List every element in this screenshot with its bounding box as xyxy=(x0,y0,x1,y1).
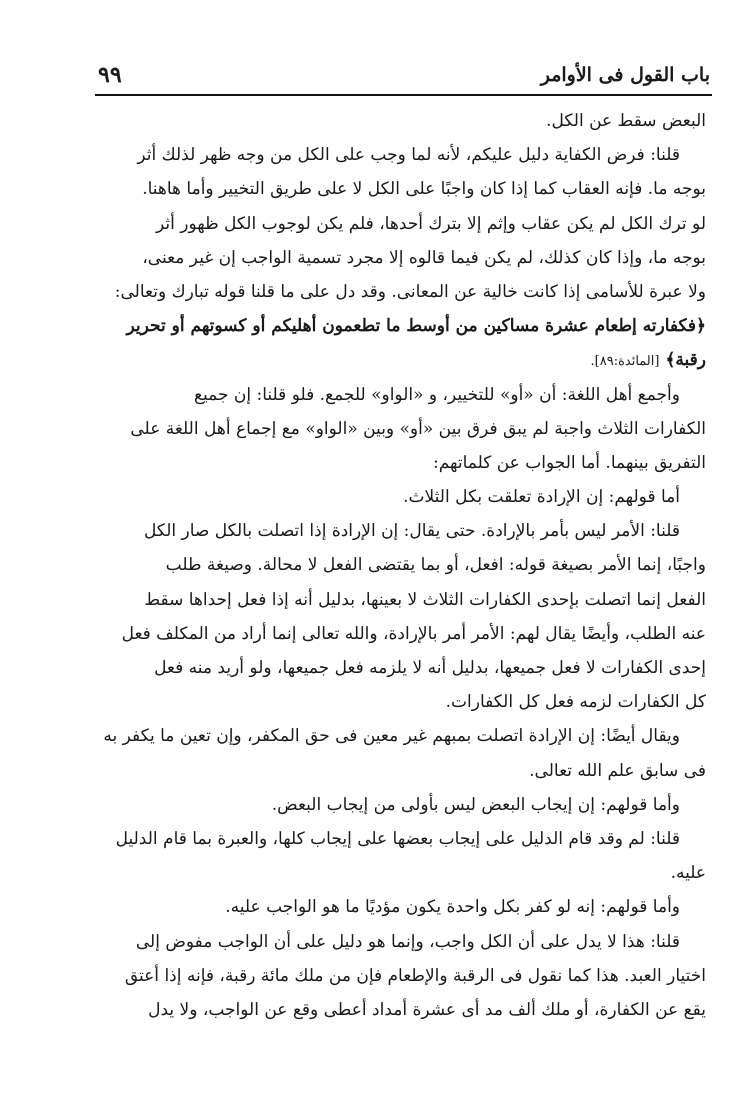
line-text: التفريق بينهما. أما الجواب عن كلماتهم: xyxy=(433,452,706,473)
line-text: ويقال أيضًا: إن الإرادة اتصلت بمبهم غير معين فى حق المكفر، وإن تعين ما يكفر به xyxy=(103,726,680,747)
line-text: وأما قولهم: إن إيجاب البعض ليس بأولى من إيجاب البعض. xyxy=(271,794,680,815)
line-text: قلنا: لم وقد قام الدليل على إيجاب بعضها على إيجاب كلها، والعبرة بما قام الدليل xyxy=(115,828,680,849)
running-header xyxy=(98,62,710,92)
text-line xyxy=(96,480,706,514)
line-text: إحدى الكفارات لا فعل جميعها، بدليل أنه لا يلزمه فعل جميعها، ولو أريد منه فعل xyxy=(154,658,706,678)
text-line xyxy=(96,856,706,890)
text-line xyxy=(96,514,706,548)
text-line xyxy=(96,719,706,753)
body-text xyxy=(96,104,706,1027)
line-text: الكفارات الثلاث واجبة لم يبق فرق بين «أو» وبين «الواو» مع إجماع أهل اللغة على xyxy=(130,418,706,439)
chapter-title: باب القول فى الأوامر xyxy=(540,64,710,86)
text-line xyxy=(96,241,706,275)
line-text: رقبة﴾ xyxy=(665,350,706,371)
text-line xyxy=(96,343,706,377)
line-text: عليه. xyxy=(670,863,706,884)
line-text: البعض سقط عن الكل. xyxy=(546,111,706,131)
line-text: ولا عبرة للأسامى إذا كانت خالية عن المعانى. وقد دل على ما قلنا قوله تبارك وتعالى: xyxy=(114,281,706,302)
text-line xyxy=(96,583,706,617)
text-line xyxy=(96,378,706,412)
text-line xyxy=(96,925,706,959)
line-text: وأما قولهم: إنه لو كفر بكل واحدة يكون مؤديًا ما هو الواجب عليه. xyxy=(225,897,680,918)
text-line xyxy=(96,412,706,446)
header-divider xyxy=(95,94,712,96)
text-line xyxy=(96,172,706,206)
line-text: فى سابق علم الله تعالى. xyxy=(529,760,706,781)
line-text: واجبًا، إنما الأمر بصيغة قوله: افعل، أو بما يقتضى الفعل لا محالة. وصيغة طلب xyxy=(165,555,706,576)
line-text: عنه الطلب، وأيضًا يقال لهم: الأمر أمر بالإرادة، والله تعالى إنما أراد من المكلف فعل xyxy=(121,623,706,644)
text-line xyxy=(96,788,706,822)
line-text: بوجه ما. فإنه العقاب كما إذا كان واجبًا على الكل لا على طريق التخيير وأما هاهنا. xyxy=(142,179,706,200)
line-text: قلنا: الأمر ليس بأمر بالإرادة. حتى يقال: إن الإرادة إذا اتصلت بالكل صار الكل xyxy=(143,521,680,542)
text-line xyxy=(96,890,706,924)
text-line xyxy=(96,754,706,788)
line-text: الفعل إنما اتصلت بإحدى الكفارات الثلاث لا بعينها، بدليل أنه إذا فعل إحداها سقط xyxy=(144,589,706,610)
line-text: قلنا: هذا لا يدل على أن الكل واجب، وإنما هو دليل على أن الواجب مفوض إلى xyxy=(135,931,680,952)
line-text: ﴿فكفارته إطعام عشرة مساكين من أوسط ما تطعمون أهليكم أو كسوتهم أو تحرير xyxy=(126,316,706,337)
line-text: بوجه ما، وإذا كان كذلك، لم يكن فيما قالوه إلا مجرد تسمية الواجب إن غير معنى، xyxy=(142,247,706,268)
line-text: أما قولهم: إن الإرادة تعلقت بكل الثلاث. xyxy=(403,487,680,508)
text-line xyxy=(96,275,706,309)
text-line xyxy=(96,104,706,138)
text-line xyxy=(96,993,706,1027)
text-line xyxy=(96,207,706,241)
text-line xyxy=(96,822,706,856)
line-text: اختيار العبد. هذا كما نقول فى الرقبة والإطعام فإن من ملك مائة رقبة، فإنه إذا أعتق xyxy=(124,965,706,986)
page-number: ٩٩ xyxy=(98,62,122,88)
text-line xyxy=(96,685,706,719)
quran-citation: [المائدة:٨٩]. xyxy=(590,354,660,370)
line-text: يقع عن الكفارة، أو ملك ألف مد أى عشرة أمداد أعطى وقع عن الواجب، ولا يدل xyxy=(148,999,706,1020)
text-line xyxy=(96,651,706,685)
line-text: وأجمع أهل اللغة: أن «أو» للتخيير، و «الواو» للجمع. فلو قلنا: إن جميع xyxy=(193,384,680,405)
text-line xyxy=(96,548,706,582)
line-text: قلنا: فرض الكفاية دليل عليكم، لأنه لما وجب على الكل من وجه ظهر لذلك أثر xyxy=(137,145,680,166)
text-line xyxy=(96,959,706,993)
text-line xyxy=(96,309,706,343)
text-line xyxy=(96,617,706,651)
text-line xyxy=(96,446,706,480)
line-text: كل الكفارات لزمه فعل كل الكفارات. xyxy=(445,692,706,713)
line-text: لو ترك الكل لم يكن عقاب وإثم إلا بترك أحدها، فلم يكن لوجوب الكل ظهور أثر xyxy=(156,213,706,234)
text-line xyxy=(96,138,706,172)
